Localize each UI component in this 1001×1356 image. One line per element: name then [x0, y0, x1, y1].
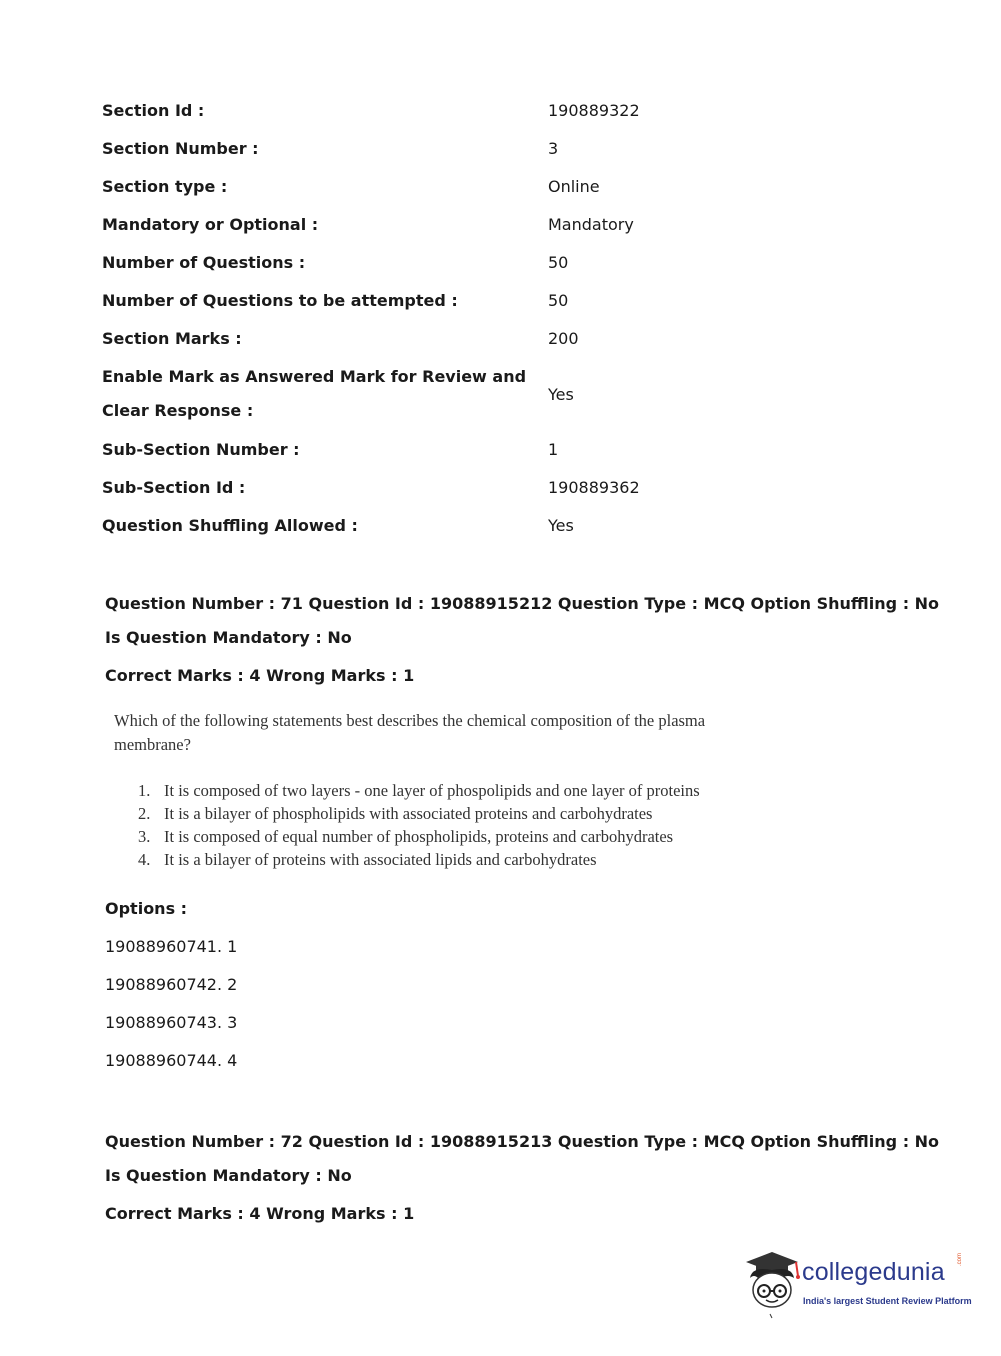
q71-option-1: 19088960741. 1	[105, 937, 238, 956]
sub-section-id-label: Sub-Section Id :	[102, 478, 246, 497]
q71-choice	[138, 848, 700, 871]
logo-suffix: .com	[957, 1252, 963, 1266]
q71-choice	[138, 779, 700, 802]
shuffling-row	[0, 509, 1001, 547]
q71-choice-list	[138, 779, 700, 871]
q71-choice-text: It is composed of equal number of phospholipids, proteins and carbohydrates	[164, 827, 674, 846]
mandatory-row	[0, 208, 1001, 246]
q71-option-2: 19088960742. 2	[105, 975, 238, 994]
q71-question-text: Which of the following statements best describes the chemical composition of the plasma membrane?	[114, 711, 706, 754]
q72-header: Question Number : 72 Question Id : 19088915213 Question Type : MCQ Option Shuffling : No	[105, 1132, 940, 1151]
section-marks-label: Section Marks :	[102, 329, 242, 348]
section-number-label: Section Number :	[102, 139, 259, 158]
q71-marks: Correct Marks : 4 Wrong Marks : 1	[105, 666, 415, 685]
shuffling-value: Yes	[548, 516, 574, 535]
q71-mandatory: Is Question Mandatory : No	[105, 628, 352, 647]
enable-mark-label-line2: Clear Response :	[102, 401, 254, 420]
sub-section-id-row	[0, 471, 1001, 509]
sub-section-number-value: 1	[548, 440, 559, 459]
num-attempt-value: 50	[548, 291, 569, 310]
enable-mark-label-line1: Enable Mark as Answered Mark for Review and	[102, 367, 527, 386]
sub-section-number-label: Sub-Section Number :	[102, 440, 300, 459]
q72-mandatory: Is Question Mandatory : No	[105, 1166, 352, 1185]
logo-tagline: India's largest Student Review Platform	[803, 1296, 972, 1306]
section-id-value: 190889322	[548, 101, 640, 120]
collegedunia-logo	[742, 1248, 972, 1320]
num-attempt-row	[0, 284, 1001, 322]
num-questions-label: Number of Questions :	[102, 253, 306, 272]
q71-choice	[138, 825, 700, 848]
num-questions-row	[0, 246, 1001, 284]
shuffling-label: Question Shuffling Allowed :	[102, 516, 358, 535]
section-marks-value: 200	[548, 329, 579, 348]
section-type-row	[0, 170, 1001, 208]
mandatory-label: Mandatory or Optional :	[102, 215, 319, 234]
section-number-value: 3	[548, 139, 559, 158]
q71-choice-text: It is composed of two layers - one layer of phospolipids and one layer of proteins	[164, 781, 700, 800]
section-type-label: Section type :	[102, 177, 228, 196]
enable-mark-value: Yes	[548, 385, 574, 404]
q71-choice	[138, 802, 700, 825]
enable-mark-row	[0, 360, 1001, 432]
q71-header: Question Number : 71 Question Id : 19088915212 Question Type : MCQ Option Shuffling : No	[105, 594, 940, 613]
num-questions-value: 50	[548, 253, 569, 272]
section-marks-row	[0, 322, 1001, 360]
q71-choice-text: It is a bilayer of phospholipids with associated proteins and carbohydrates	[164, 804, 653, 823]
mandatory-value: Mandatory	[548, 215, 634, 234]
sub-section-id-value: 190889362	[548, 478, 640, 497]
section-number-row	[0, 132, 1001, 170]
q71-choice-num: 1.	[138, 781, 151, 800]
section-id-row	[0, 94, 1001, 132]
q71-choice-text: It is a bilayer of proteins with associated lipids and carbohydrates	[164, 850, 597, 869]
num-attempt-label: Number of Questions to be attempted :	[102, 291, 458, 310]
logo-wordmark: collegedunia	[802, 1258, 945, 1286]
q71-choice-num: 2.	[138, 804, 151, 823]
q71-choice-num: 3.	[138, 827, 151, 846]
section-type-value: Online	[548, 177, 600, 196]
mascot-icon	[742, 1248, 804, 1320]
q71-choice-num: 4.	[138, 850, 151, 869]
section-id-label: Section Id :	[102, 101, 205, 120]
q71-option-4: 19088960744. 4	[105, 1051, 238, 1070]
sub-section-number-row	[0, 433, 1001, 471]
q71-options-label: Options :	[105, 899, 188, 918]
q72-marks: Correct Marks : 4 Wrong Marks : 1	[105, 1204, 415, 1223]
q71-option-3: 19088960743. 3	[105, 1013, 238, 1032]
